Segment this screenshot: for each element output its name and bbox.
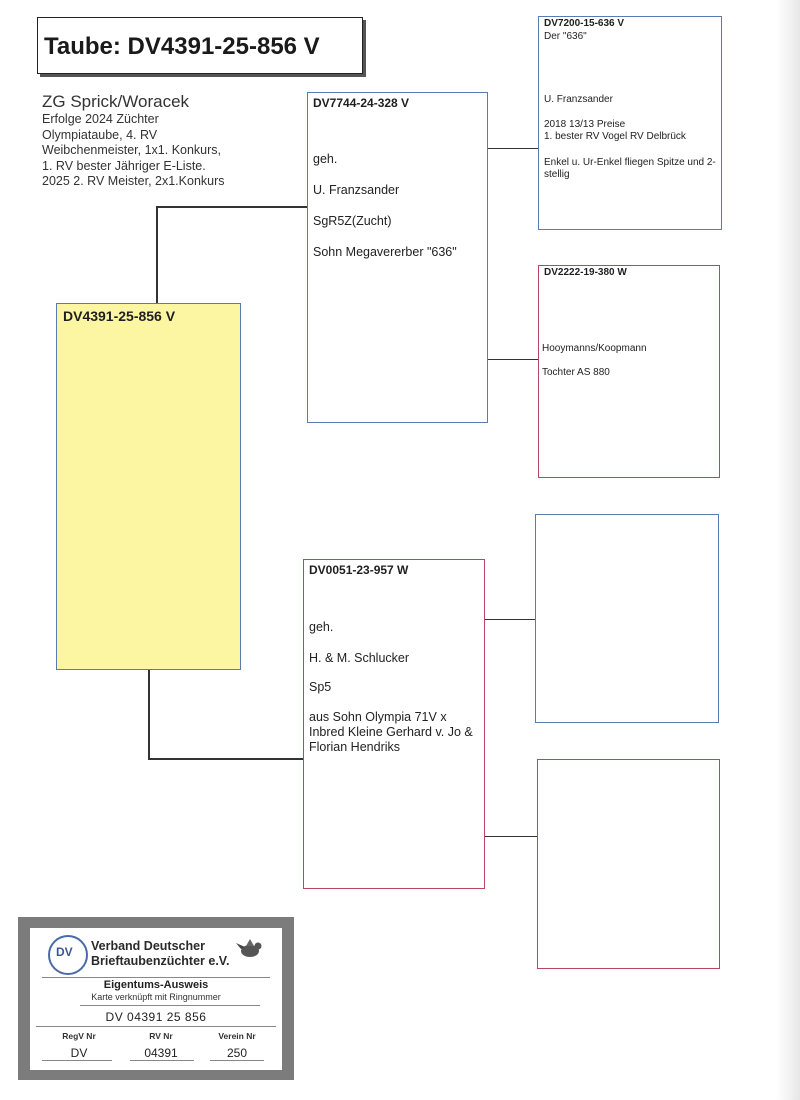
- sire-dam-box: [538, 265, 720, 478]
- sire-sire-owner: U. Franzsander: [544, 94, 613, 105]
- sire-line: U. Franzsander: [313, 183, 400, 197]
- pigeon-box: [56, 303, 241, 670]
- connector-line: [156, 206, 158, 303]
- card-divider: [130, 1060, 194, 1061]
- sire-line: SgR5Z(Zucht): [313, 214, 392, 228]
- dam-line: Sp5: [309, 680, 332, 694]
- rv-header: RV Nr: [149, 1031, 173, 1041]
- dam-sire-box: [535, 514, 719, 723]
- sire-line: Sohn Megavererber "636": [313, 245, 457, 259]
- breeder-line: 2025 2. RV Meister, 2x1.Konkurs: [42, 174, 225, 188]
- connector-line: [485, 836, 537, 837]
- dam-ring: DV0051-23-957 W: [309, 563, 409, 577]
- regv-value: DV: [70, 1046, 88, 1060]
- card-divider: [42, 977, 270, 978]
- verein-header: Verein Nr: [218, 1031, 256, 1041]
- sire-sire-nickname: Der "636": [544, 31, 587, 42]
- sire-dam-ring: DV2222-19-380 W: [544, 267, 627, 278]
- card-subtitle: Karte verknüpft mit Ringnummer: [91, 992, 221, 1002]
- page-title: Taube: DV4391-25-856 V: [37, 17, 363, 74]
- card-divider: [42, 1060, 112, 1061]
- ring-number: DV 04391 25 856: [105, 1010, 207, 1024]
- connector-line: [485, 619, 535, 620]
- association-name-line: Brieftaubenzüchter e.V.: [91, 954, 230, 968]
- breeder-line: Weibchenmeister, 1x1. Konkurs,: [42, 143, 222, 157]
- verein-value: 250: [226, 1046, 248, 1060]
- sire-sire-box: [538, 16, 722, 230]
- sire-box: [307, 92, 488, 423]
- dam-line: geh.: [309, 620, 334, 634]
- sire-dam-note: Tochter AS 880: [542, 367, 610, 378]
- breeder-info: [42, 92, 282, 190]
- connector-line: [156, 206, 308, 208]
- page-edge-shadow: [776, 0, 800, 1100]
- sire-sire-note: Enkel u. Ur-Enkel fliegen Spitze und 2-stellig: [544, 157, 716, 180]
- sire-sire-rv: 1. bester RV Vogel RV Delbrück: [544, 131, 686, 142]
- dam-dam-box: [537, 759, 720, 969]
- card-divider: [80, 1005, 260, 1006]
- card-title: Eigentums-Ausweis: [103, 979, 209, 991]
- breeder-line: Olympiataube, 4. RV: [42, 127, 158, 142]
- card-divider: [36, 1026, 276, 1027]
- sire-line: geh.: [313, 152, 338, 166]
- sire-ring: DV7744-24-328 V: [313, 96, 410, 110]
- dam-note: aus Sohn Olympia 71V x Inbred Kleine Gerhard v. Jo & Florian Hendriks: [309, 710, 473, 754]
- dam-box: [303, 559, 485, 889]
- breeder-line: Erfolge 2024 Züchter: [42, 112, 159, 126]
- rv-value: 04391: [144, 1046, 178, 1060]
- breeder-line: 1. RV bester Jähriger E-Liste.: [42, 158, 206, 173]
- regv-header: RegV Nr: [62, 1031, 96, 1041]
- sire-sire-ring: DV7200-15-636 V: [544, 18, 625, 29]
- pigeon-ring: DV4391-25-856 V: [63, 308, 176, 324]
- association-name: [91, 939, 229, 969]
- sire-sire-prizes: 2018 13/13 Preise: [544, 119, 626, 130]
- connector-line: [488, 359, 538, 360]
- connector-line: [148, 758, 304, 760]
- connector-line: [488, 148, 538, 149]
- pigeon-icon: [236, 937, 264, 961]
- dam-line: H. & M. Schlucker: [309, 651, 410, 665]
- association-logo-text: DV: [56, 945, 73, 959]
- sire-dam-owner: Hooymanns/Koopmann: [542, 343, 647, 354]
- connector-line: [148, 670, 150, 760]
- breeder-name: ZG Sprick/Woracek: [42, 92, 190, 111]
- card-divider: [210, 1060, 264, 1061]
- association-name-line: Verband Deutscher: [91, 939, 205, 953]
